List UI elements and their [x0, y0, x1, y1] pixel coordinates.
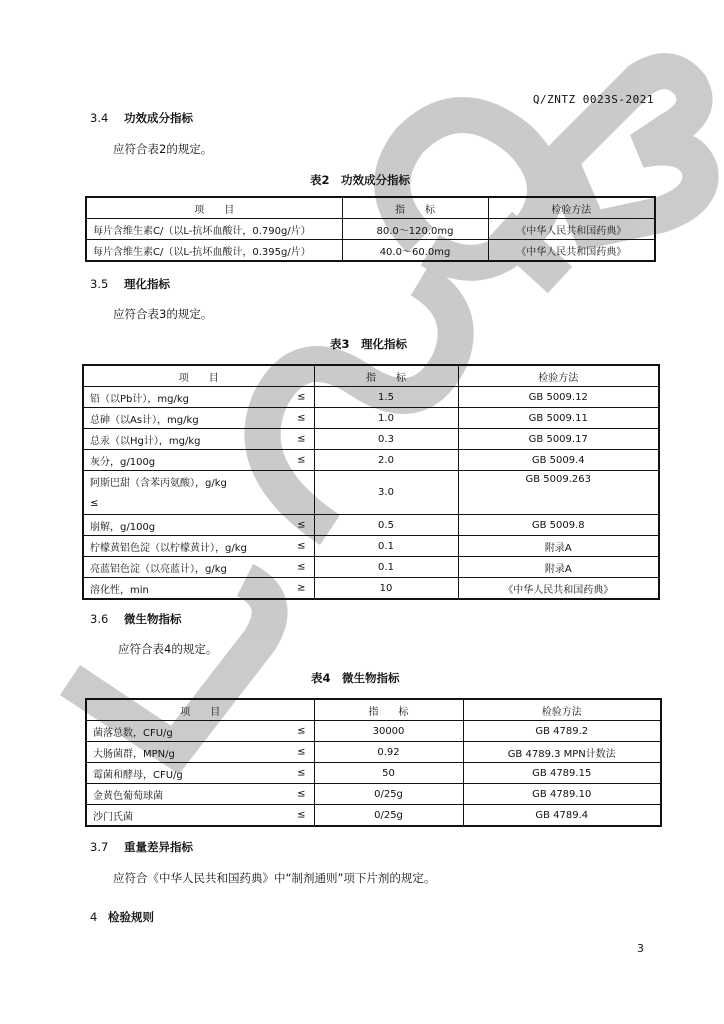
cell-item [83, 557, 314, 578]
comparator: ≥ [297, 582, 306, 594]
header-cell-index: 指 标 [314, 699, 463, 721]
standard-number: Q/ZNTZ 0023S-2021 [532, 93, 654, 106]
section-title: 理化指标 [124, 277, 170, 291]
cell-method: GB 5009.4 [458, 450, 659, 471]
section-heading-3-7 [90, 839, 193, 855]
comparator: ≤ [297, 540, 306, 552]
table-row [83, 387, 659, 408]
comparator: ≤ [297, 454, 306, 466]
comparator: ≤ [297, 788, 306, 800]
cell-index: 1.0 [314, 408, 458, 429]
item-label: 溶化性，min [90, 584, 149, 596]
cell-item [83, 408, 314, 429]
cell-index: 40.0～60.0mg [342, 240, 488, 262]
table-row [86, 721, 661, 742]
section-title: 微生物指标 [124, 612, 182, 626]
table-row [83, 429, 659, 450]
page-number: 3 [637, 942, 644, 955]
section-title: 重量差异指标 [124, 840, 193, 854]
table-header-row [86, 197, 655, 219]
section-number: 3.4 [90, 111, 109, 125]
comparator: ≤ [297, 767, 306, 779]
cell-index: 0/25g [314, 805, 463, 827]
cell-index: 10 [314, 578, 458, 600]
header-cell-method: 检验方法 [458, 365, 659, 387]
table-row [86, 742, 661, 763]
table-4-caption: 表4 微生物指标 [311, 671, 400, 685]
section-number: 3.5 [90, 277, 109, 291]
table-row [83, 408, 659, 429]
table-2-caption: 表2 功效成分指标 [310, 173, 411, 187]
cell-item [86, 805, 314, 827]
cell-item [83, 450, 314, 471]
item-label: 铅（以Pb计），mg/kg [90, 393, 189, 405]
cell-method: GB 4789.15 [463, 763, 661, 784]
cell-method: 《中华人民共和国药典》 [488, 219, 655, 240]
table-header-row [83, 365, 659, 387]
item-label: 亮蓝铝色淀（以亮蓝计），g/kg [90, 563, 227, 575]
comparator: ≤ [297, 433, 306, 445]
cell-item [83, 578, 314, 600]
cell-item [86, 742, 314, 763]
cell-index: 0.1 [314, 536, 458, 557]
cell-index: 2.0 [314, 450, 458, 471]
cell-index: 0.92 [314, 742, 463, 763]
header-cell-method: 检验方法 [463, 699, 661, 721]
header-cell-method: 检验方法 [488, 197, 655, 219]
comparator: ≤ [297, 519, 306, 531]
item-label: 总砷（以As计），mg/kg [90, 414, 199, 426]
comparator: ≤ [90, 498, 99, 509]
cell-index: 80.0～120.0mg [342, 219, 488, 240]
section-title: 功效成分指标 [124, 111, 193, 125]
header-cell-index: 指 标 [314, 365, 458, 387]
cell-item [86, 784, 314, 805]
table-row [83, 557, 659, 578]
item-label: 灰分，g/100g [90, 456, 156, 468]
table-2 [85, 196, 656, 262]
comparator: ≤ [297, 809, 306, 821]
cell-method: 附录A [458, 536, 659, 557]
section-number: 4 [90, 910, 98, 924]
cell-method: GB 5009.17 [458, 429, 659, 450]
section-title: 检验规则 [108, 910, 154, 924]
cell-method: GB 5009.263 [458, 471, 659, 515]
header-cell-item: 项 目 [86, 197, 342, 219]
cell-index: 30000 [314, 721, 463, 742]
comparator: ≤ [297, 391, 306, 403]
section-heading-3-5 [90, 276, 170, 292]
section-number: 3.7 [90, 840, 109, 854]
table-row [86, 240, 655, 262]
item-label: 沙门氏菌 [93, 811, 133, 823]
table-row [83, 471, 659, 515]
cell-index: 0/25g [314, 784, 463, 805]
section-number: 3.6 [90, 612, 109, 626]
item-label: 菌落总数，CFU/g [93, 727, 173, 739]
cell-method: GB 4789.2 [463, 721, 661, 742]
paragraph-3-4: 应符合表2的规定。 [113, 142, 213, 156]
paragraph-3-5: 应符合表3的规定。 [113, 307, 213, 321]
section-heading-4 [90, 909, 154, 925]
section-heading-3-4 [90, 110, 193, 126]
cell-index: 0.3 [314, 429, 458, 450]
cell-index: 50 [314, 763, 463, 784]
table-row [83, 515, 659, 536]
cell-item [86, 763, 314, 784]
table-4 [85, 698, 662, 827]
cell-item [83, 515, 314, 536]
item-label: 崩解，g/100g [90, 521, 156, 533]
comparator: ≤ [297, 746, 306, 758]
item-label: 霉菌和酵母，CFU/g [93, 769, 183, 781]
cell-item: 每片含维生素C/（以L-抗坏血酸计，0.395g/片） [86, 240, 342, 262]
cell-method: 《中华人民共和国药典》 [488, 240, 655, 262]
table-row [86, 805, 661, 827]
table-row [86, 784, 661, 805]
cell-method: 附录A [458, 557, 659, 578]
header-cell-item: 项 目 [86, 699, 314, 721]
header-cell-index: 指 标 [342, 197, 488, 219]
cell-index: 3.0 [314, 471, 458, 515]
table-header-row [86, 699, 661, 721]
table-row [83, 450, 659, 471]
cell-method: GB 5009.11 [458, 408, 659, 429]
cell-item [83, 387, 314, 408]
item-label: 柠檬黄铝色淀（以柠檬黄计），g/kg [90, 542, 247, 554]
cell-method: GB 5009.8 [458, 515, 659, 536]
header-cell-item: 项 目 [83, 365, 314, 387]
item-label: 总汞（以Hg计），mg/kg [90, 435, 201, 447]
table-3-caption: 表3 理化指标 [330, 337, 408, 351]
table-row [83, 578, 659, 600]
cell-method: GB 4789.10 [463, 784, 661, 805]
paragraph-3-7: 应符合《中华人民共和国药典》中“制剂通则”项下片剂的规定。 [113, 871, 436, 885]
cell-method: GB 5009.12 [458, 387, 659, 408]
comparator: ≤ [297, 561, 306, 573]
cell-index: 1.5 [314, 387, 458, 408]
item-label: 阿斯巴甜（含苯丙氨酸），g/kg [90, 478, 227, 489]
cell-item [83, 429, 314, 450]
comparator: ≤ [297, 725, 306, 737]
cell-index: 0.1 [314, 557, 458, 578]
cell-index: 0.5 [314, 515, 458, 536]
cell-item [83, 536, 314, 557]
cell-method: GB 4789.3 MPN计数法 [463, 742, 661, 763]
table-row [86, 219, 655, 240]
cell-item: 每片含维生素C/（以L-抗坏血酸计，0.790g/片） [86, 219, 342, 240]
item-label: 金黄色葡萄球菌 [93, 790, 163, 802]
table-row [86, 763, 661, 784]
comparator: ≤ [297, 412, 306, 424]
table-row [83, 536, 659, 557]
item-label: 大肠菌群，MPN/g [93, 748, 175, 760]
table-3 [82, 364, 660, 600]
cell-item [86, 721, 314, 742]
paragraph-3-6: 应符合表4的规定。 [118, 642, 218, 656]
cell-method: 《中华人民共和国药典》 [458, 578, 659, 600]
cell-item [83, 471, 314, 515]
section-heading-3-6 [90, 611, 182, 627]
cell-method: GB 4789.4 [463, 805, 661, 827]
